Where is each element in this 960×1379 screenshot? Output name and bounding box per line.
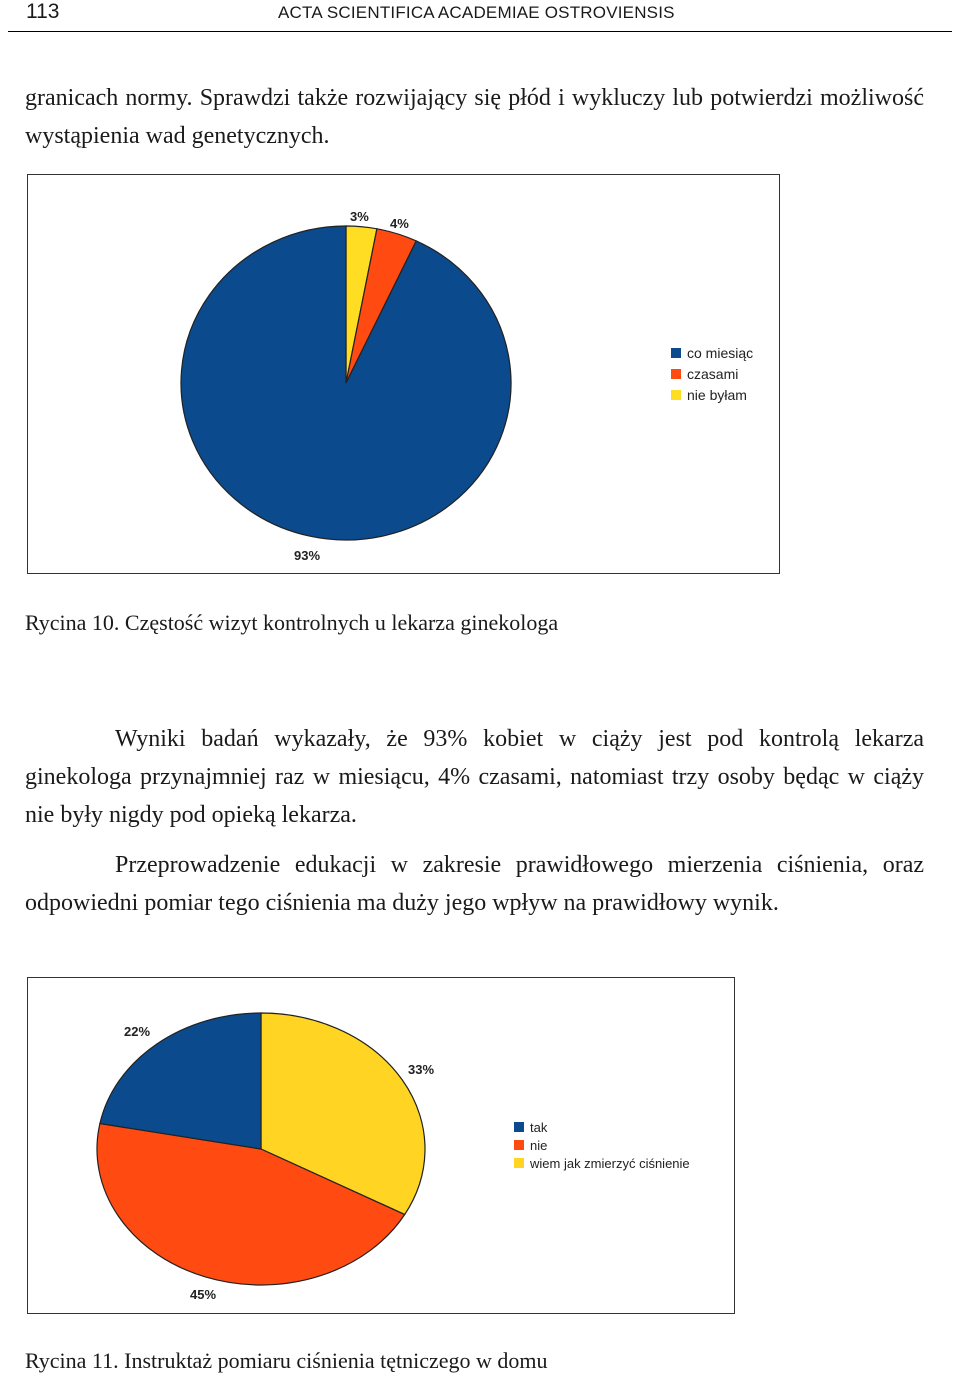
legend-swatch <box>514 1140 524 1150</box>
legend-swatch <box>671 348 681 358</box>
legend-swatch <box>671 390 681 400</box>
pie-chart-1 <box>28 175 778 572</box>
legend-item-1-2 <box>671 363 753 384</box>
paragraph-1: granicach normy. Sprawdzi także rozwijający się płód i wykluczy lub potwierdzi możliwość wystąpienia wad genetycznych. <box>25 85 924 149</box>
pie-slice-1-1 <box>181 226 511 540</box>
pie-label-1-2: 4% <box>390 216 409 231</box>
legend-label: czasami <box>687 365 739 382</box>
legend-swatch <box>514 1158 524 1168</box>
legend-swatch <box>514 1122 524 1132</box>
legend-item-2-2 <box>514 1136 690 1154</box>
figure-caption-10: Rycina 10. Częstość wizyt kontrolnych u lekarza ginekologa <box>25 610 559 635</box>
pie-label-2-3: 33% <box>408 1062 435 1077</box>
legend-item-2-1 <box>514 1118 690 1136</box>
legend-2 <box>514 1118 690 1172</box>
page-header <box>0 0 960 32</box>
legend-label: tak <box>530 1119 548 1135</box>
legend-1 <box>671 342 753 405</box>
chart-visit-frequency <box>27 174 780 574</box>
legend-label: nie <box>530 1137 548 1153</box>
figure-caption-11: Rycina 11. Instruktaż pomiaru ciśnienia tętniczego w domu <box>25 1348 548 1373</box>
paragraph-3: Przeprowadzenie edukacji w zakresie prawidłowego mierzenia ciśnienia, oraz odpowiedni pomiar tego ciśnienia ma duży jego wpływ na prawidłowy wynik. <box>25 852 924 916</box>
paragraph-2: Wyniki badań wykazały, że 93% kobiet w ciąży jest pod kontrolą lekarza ginekologa przynajmniej raz w miesiącu, 4% czasami, natomiast trzy osoby będąc w ciąży nie były nigdy pod opieką lekarza. <box>25 726 924 828</box>
legend-item-2-3 <box>514 1154 690 1172</box>
legend-item-1-3 <box>671 384 753 405</box>
chart-bp-instruction <box>27 977 735 1314</box>
header-rule <box>8 31 952 32</box>
legend-label: nie byłam <box>687 386 747 403</box>
legend-label: co miesiąc <box>687 344 754 361</box>
journal-title: ACTA SCIENTIFICA ACADEMIAE OSTROVIENSIS <box>278 3 675 22</box>
legend-swatch <box>671 369 681 379</box>
page-number: 113 <box>26 0 60 23</box>
legend-item-1-1 <box>671 342 753 363</box>
pie-label-1-3: 3% <box>350 209 369 224</box>
pie-label-2-2: 45% <box>190 1287 217 1302</box>
pie-label-1-1: 93% <box>294 548 321 563</box>
pie-label-2-1: 22% <box>124 1024 151 1039</box>
legend-label: wiem jak zmierzyć ciśnienie <box>530 1155 690 1171</box>
